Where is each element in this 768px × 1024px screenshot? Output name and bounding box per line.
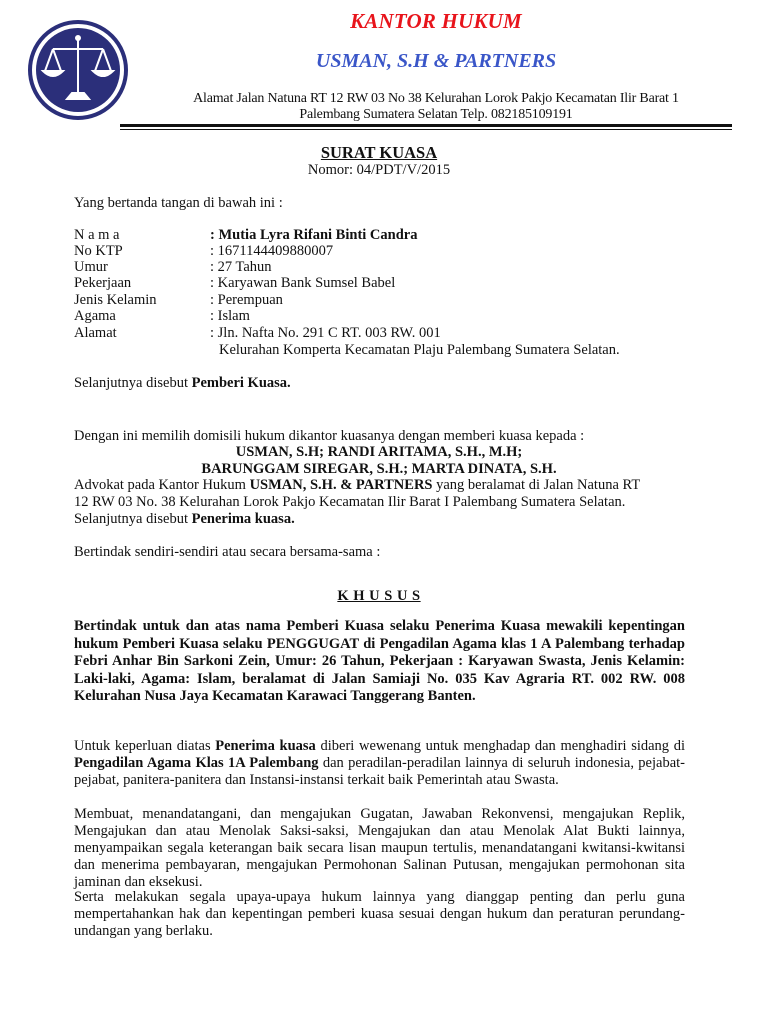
attorneys-names-1: USMAN, S.H; RANDI ARITAMA, S.H., M.H; bbox=[235, 444, 523, 460]
field-label-occupation: Pekerjaan bbox=[74, 275, 132, 291]
field-label-gender: Jenis Kelamin bbox=[74, 292, 157, 308]
field-label-name: N a m a bbox=[74, 227, 120, 243]
legal-efforts-paragraph: Serta melakukan segala upaya-upaya hukum lainnya yang dianggap penting dan perlu guna mempertahankan hak dan kepentingan pemberi kuasa sesuai dengan hukum dan peraturan perundang-undangan yang berlaku. bbox=[74, 889, 685, 939]
field-label-ktp: No KTP bbox=[74, 243, 123, 259]
field-value-age: : 27 Tahun bbox=[210, 259, 272, 275]
special-heading: K H U S U S bbox=[337, 588, 421, 604]
document-number: Nomor: 04/PDT/V/2015 bbox=[307, 162, 451, 178]
acting-clause: Bertindak sendiri-sendiri atau secara bersama-sama : bbox=[74, 544, 381, 560]
field-value-gender: : Perempuan bbox=[210, 292, 283, 308]
header-divider-thick bbox=[120, 124, 732, 127]
special-bold-paragraph: Bertindak untuk dan atas nama Pemberi Kuasa selaku Penerima Kuasa mewakili kepentingan hukum Pemberi Kuasa selaku PENGGUGAT di Pengadilan Agama klas 1 A Palembang terhadap Febri Anhar Bin Sarkoni Zein, Umur: 26 Tahun, Pekerjaan : Karyawan Swasta, Jenis Kelamin: Laki-laki, Agama: Islam, beralamat di Jalan Samiaji No. 035 Kav Agraria RT. 002 RW. 008 Kelurahan Nusa Jaya Kecamatan Karawaci Tanggerang Banten. bbox=[74, 618, 685, 704]
field-label-religion: Agama bbox=[74, 308, 116, 324]
intro-text: Yang bertanda tangan di bawah ini : bbox=[74, 195, 283, 211]
field-value-address: : Jln. Nafta No. 291 C RT. 003 RW. 001 bbox=[210, 325, 441, 341]
attorneys-office: Advokat pada Kantor Hukum USMAN, S.H. & PARTNERS yang beralamat di Jalan Natuna RT bbox=[74, 477, 641, 493]
field-value-religion: : Islam bbox=[210, 308, 250, 324]
attorneys-referred: Selanjutnya disebut Penerima kuasa. bbox=[74, 511, 295, 527]
attorneys-intro: Dengan ini memilih domisili hukum dikantor kuasanya dengan memberi kuasa kepada : bbox=[74, 428, 585, 444]
powers-paragraph: Membuat, menandatangani, dan mengajukan Gugatan, Jawaban Rekonvensi, mengajukan Replik, Mengajukan dan atau Menolak Saksi-saksi, Mengajukan dan atau Menolak Alat Bukti lainnya, menyampaikan segala keterangan baik secara lisan maupun tertulis, menandatangani kwitansi-kwitansi dan menerima pembayaran, mengajukan Permohonan Salinan Putusan, mengajukan permohonan sita jaminan dan eksekusi. bbox=[74, 806, 685, 890]
header-divider-thin bbox=[120, 129, 732, 130]
field-label-address: Alamat bbox=[74, 325, 117, 341]
address-line-2: Palembang Sumatera Selatan Telp. 082185109191 bbox=[299, 107, 573, 122]
authority-paragraph: Untuk keperluan diatas Penerima kuasa diberi wewenang untuk menghadap dan menghadiri sidang di Pengadilan Agama Klas 1A Palembang dan peradilan-peradilan lainnya di seluruh indonesia, pejabat-pejabat, panitera-panitera dan Instansi-instansi terkait baik Pemerintah atau Swasta. bbox=[74, 738, 686, 788]
firm-name: KANTOR HUKUM bbox=[350, 9, 522, 33]
field-value-occupation: : Karyawan Bank Sumsel Babel bbox=[210, 275, 396, 291]
principal-referred: Selanjutnya disebut Pemberi Kuasa. bbox=[74, 375, 291, 391]
field-value-ktp: : 1671144409880007 bbox=[210, 243, 334, 259]
field-label-age: Umur bbox=[74, 259, 108, 275]
field-value-address-cont: Kelurahan Komperta Kecamatan Plaju Palembang Sumatera Selatan. bbox=[219, 342, 620, 358]
attorneys-names-2: BARUNGGAM SIREGAR, S.H.; MARTA DINATA, S.H. bbox=[201, 461, 557, 477]
firm-partners: USMAN, S.H & PARTNERS bbox=[315, 50, 557, 72]
field-value-name: : Mutia Lyra Rifani Binti Candra bbox=[210, 227, 418, 243]
document-title: SURAT KUASA bbox=[320, 143, 438, 162]
address-line-1: Alamat Jalan Natuna RT 12 RW 03 No 38 Kelurahan Lorok Pakjo Kecamatan Ilir Barat 1 bbox=[193, 91, 679, 106]
attorneys-office-line2: 12 RW 03 No. 38 Kelurahan Lorok Pakjo Kecamatan Ilir Barat I Palembang Sumatera Selatan. bbox=[74, 494, 626, 510]
